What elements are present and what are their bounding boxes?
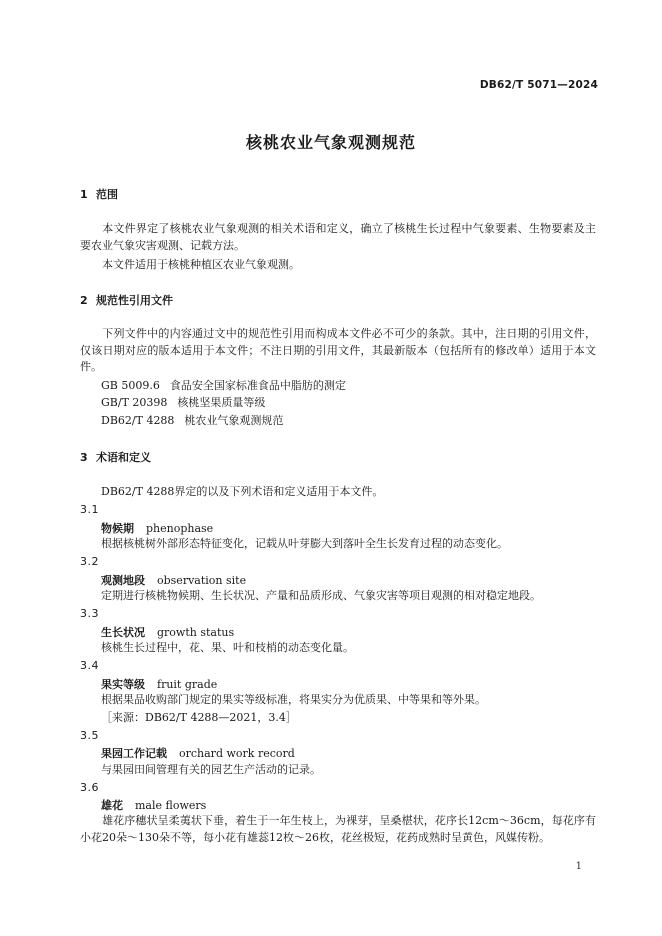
term-entry (101, 745, 295, 761)
term-definition: 核桃生长过程中，花、果、叶和枝梢的动态变化量。 (101, 641, 354, 654)
section-number: 2 (80, 294, 88, 307)
section-1-heading (80, 186, 118, 202)
reference-name: 食品安全国家标准食品中脂肪的测定 (169, 379, 346, 392)
term-definition: 定期进行核桃物候期、生长状况、产量和品质形成、气象灾害等项目观测的相对稳定地段。 (101, 589, 541, 602)
section-3-intro: DB62/T 4288界定的以及下列术语和定义适用于本文件。 (101, 485, 384, 498)
term-definition-wrapped (80, 813, 596, 846)
section-2-heading (80, 292, 173, 308)
term-english: observation site (157, 574, 247, 587)
reference-name: 桃农业气象观测规范 (184, 414, 284, 427)
term-chinese: 果实等级 (101, 678, 145, 691)
term-entry (101, 624, 234, 640)
paragraph-text: 下列文件中的内容通过文中的规范性引用而构成本文件必不可少的条款。其中，注日期的引用文件，仅该日期对应的版本适用于本文件；不注日期的引用文件，其最新版本（包括所有的修改单）适用于本文件。 (80, 327, 596, 373)
term-chinese: 观测地段 (101, 574, 145, 587)
term-number: 3.3 (80, 607, 99, 620)
section-1-paragraph-1 (80, 221, 596, 254)
term-number: 3.2 (80, 555, 99, 568)
term-english: phenophase (146, 522, 214, 535)
reference-code: GB 5009.6 (101, 379, 160, 392)
term-definition: 根据果品收购部门规定的果实等级标准，将果实分为优质果、中等果和等外果。 (101, 693, 486, 706)
term-english: orchard work record (179, 747, 295, 760)
page-number: 1 (575, 861, 582, 872)
document-title: 核桃农业气象观测规范 (245, 133, 416, 152)
term-number: 3.1 (80, 503, 99, 516)
reference-name: 核桃坚果质量等级 (177, 396, 266, 409)
term-number: 3.4 (80, 659, 99, 672)
term-english: male flowers (135, 799, 207, 812)
section-1-paragraph-2 (80, 257, 596, 274)
term-chinese: 果园工作记载 (101, 747, 167, 760)
reference-code: DB62/T 4288 (101, 414, 175, 427)
term-entry (101, 520, 213, 536)
term-number: 3.6 (80, 781, 99, 794)
term-entry (101, 797, 206, 813)
reference-item (101, 395, 265, 411)
term-source: ［来源：DB62/T 4288—2021，3.4］ (101, 711, 297, 724)
term-entry (101, 572, 246, 588)
section-number: 1 (80, 188, 88, 201)
section-title: 范围 (96, 188, 118, 201)
term-entry (101, 676, 217, 692)
reference-item (101, 378, 346, 394)
paragraph-text: 本文件界定了核桃农业气象观测的相关术语和定义，确立了核桃生长过程中气象要素、生物要素及主要农业气象灾害观测、记载方法。 (80, 222, 596, 252)
term-english: growth status (157, 626, 235, 639)
term-english: fruit grade (157, 678, 218, 691)
paragraph-text: 雄花序穗状呈柔荑状下垂，着生于一年生枝上，为裸芽，呈桑椹状，花序长12cm～36cm，每花序有小花20朵～130朵不等，每小花有雄蕊12枚～26枚，花丝极短，花药成熟时呈黄色，风媒传粉。 (80, 814, 596, 844)
section-title: 规范性引用文件 (96, 294, 173, 307)
term-definition: 与果园田间管理有关的园艺生产活动的记录。 (101, 763, 321, 776)
term-chinese: 物候期 (101, 522, 134, 535)
section-number: 3 (80, 451, 88, 464)
section-2-paragraph-1 (80, 326, 596, 376)
paragraph-text: 本文件适用于核桃种植区农业气象观测。 (102, 258, 300, 271)
term-chinese: 雄花 (101, 799, 123, 812)
term-definition: 根据核桃树外部形态特征变化，记载从叶芽膨大到落叶全生长发育过程的动态变化。 (101, 537, 508, 550)
term-chinese: 生长状况 (101, 626, 145, 639)
reference-item (101, 413, 283, 429)
document-code: DB62/T 5071—2024 (479, 79, 598, 91)
section-3-heading (80, 449, 151, 465)
term-number: 3.5 (80, 729, 99, 742)
reference-code: GB/T 20398 (101, 396, 168, 409)
section-title: 术语和定义 (96, 451, 151, 464)
